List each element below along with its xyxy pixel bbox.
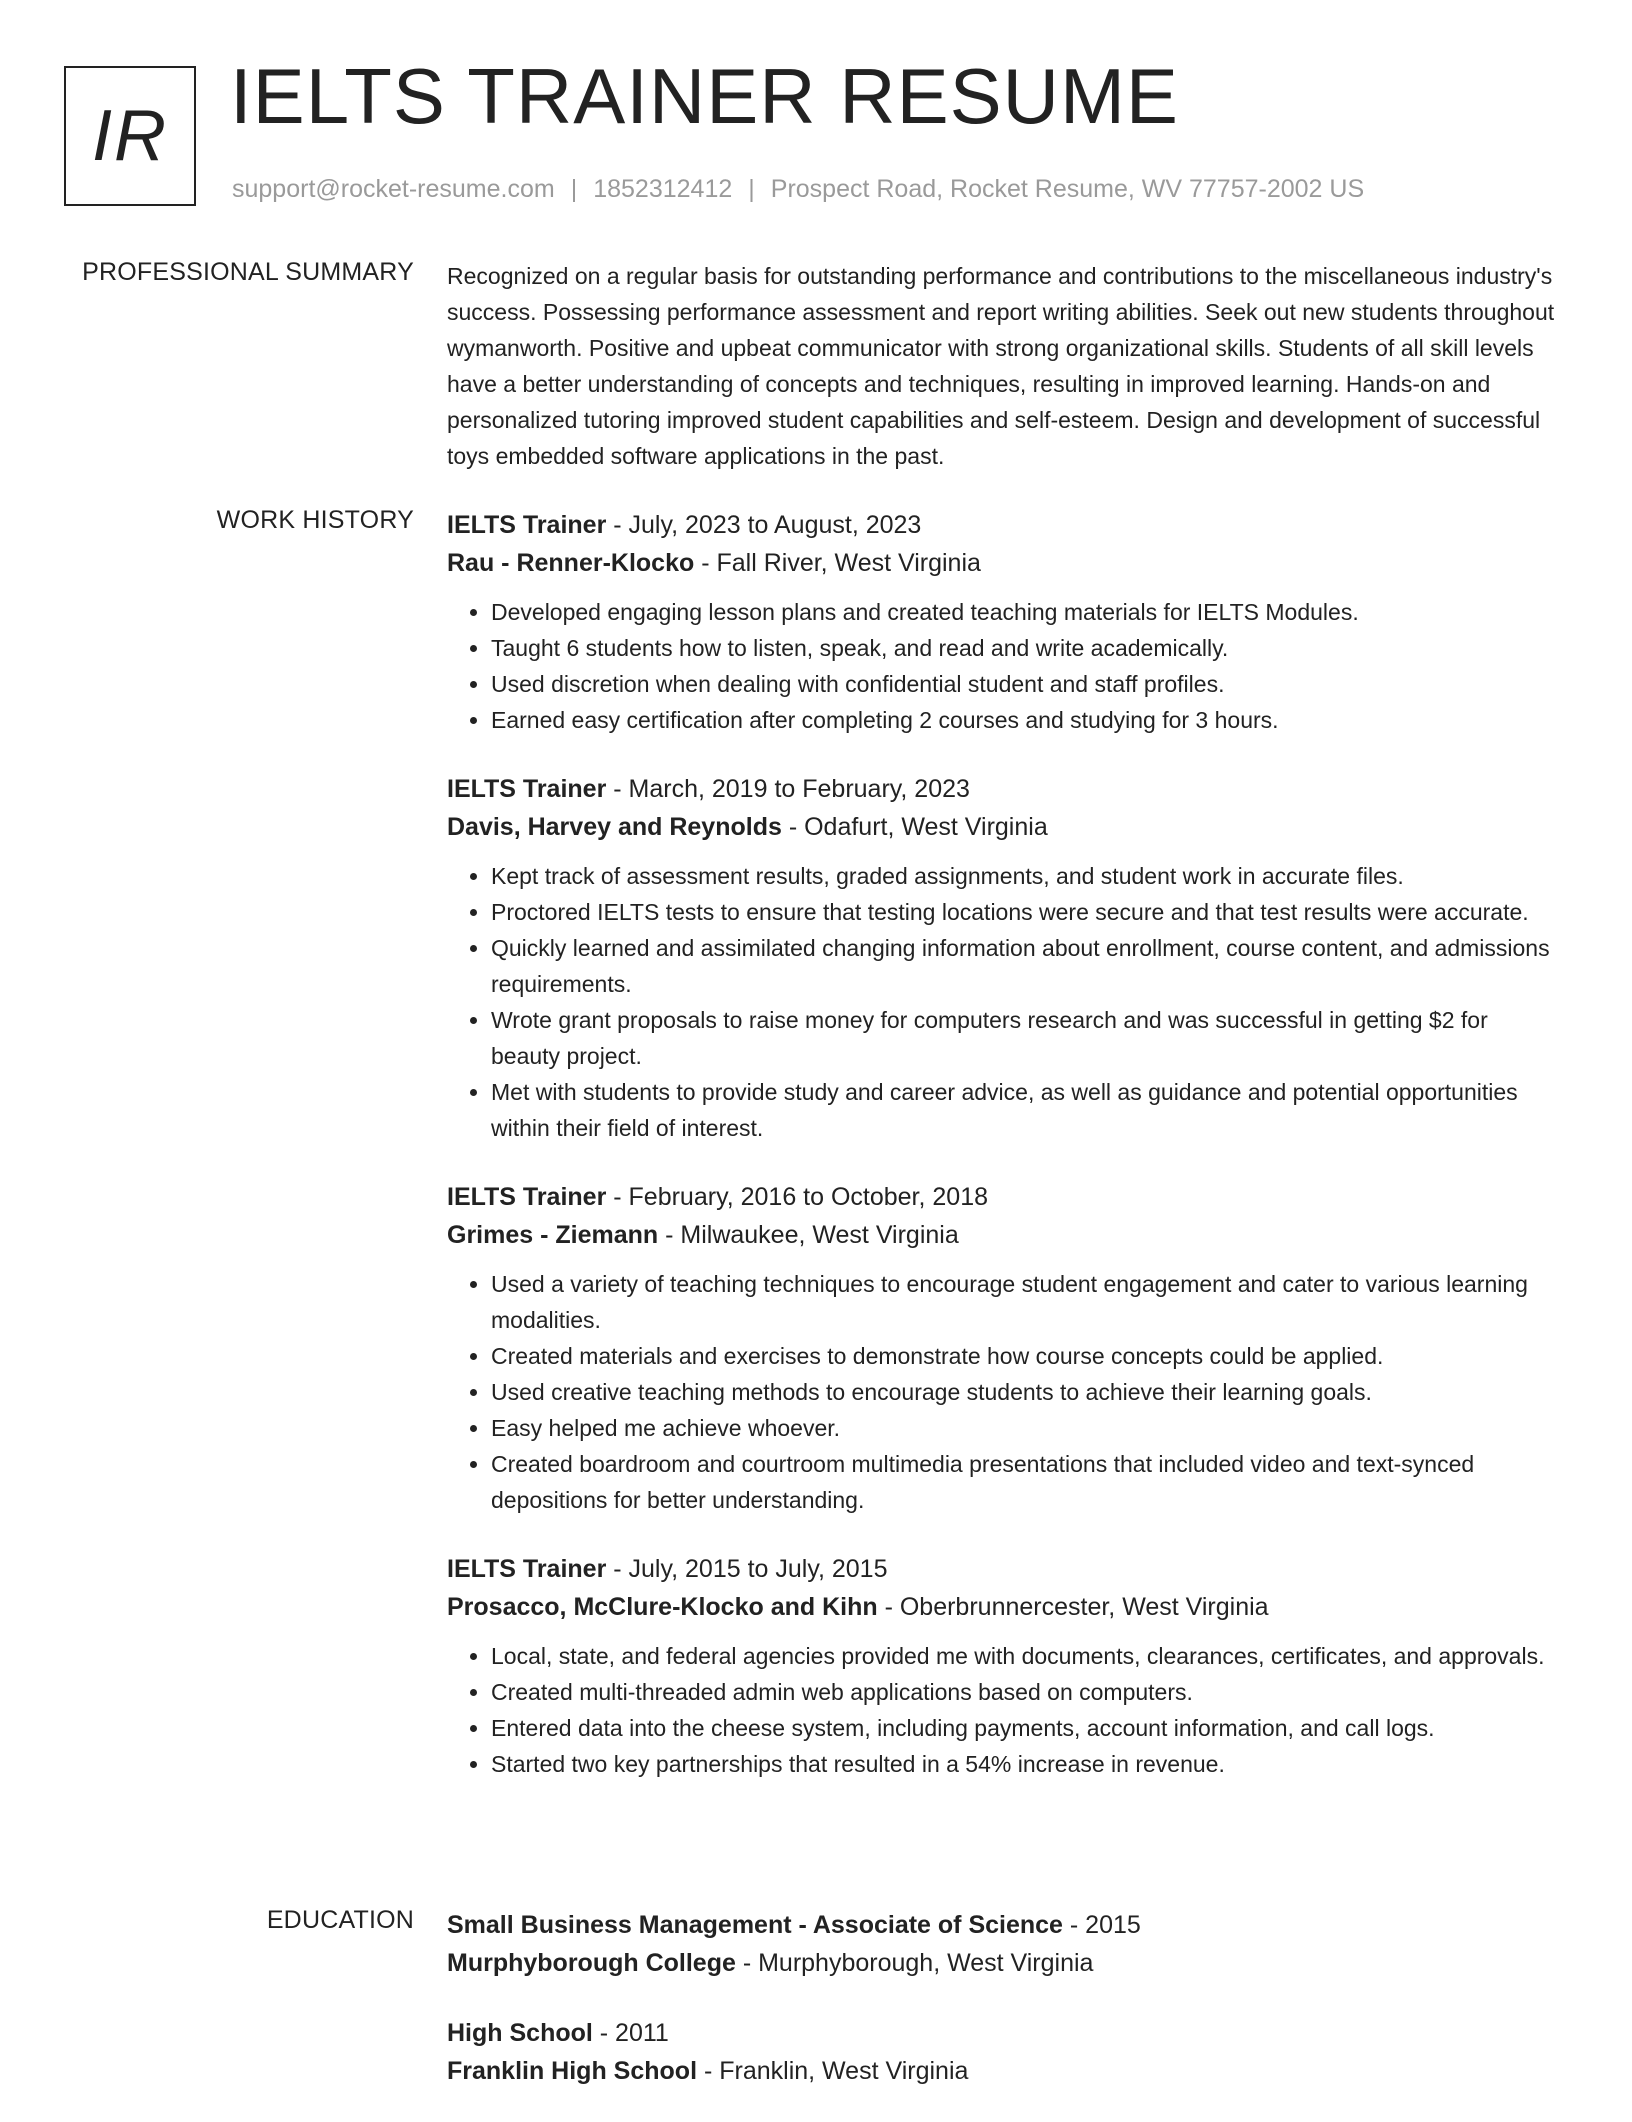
monogram-initials: IR bbox=[92, 96, 168, 176]
degree-name: High School bbox=[447, 2019, 593, 2047]
school-name: Murphyborough College bbox=[447, 1949, 736, 1977]
summary-text: Recognized on a regular basis for outstanding performance and contributions to the miscellaneous industry's success. Possessing performance assessment and report writing abilities. Seek out new students throughout wymanworth. Positive and upbeat communicator with strong organizational skills. Students of all skill levels have a better understanding of concepts and techniques, resulting in improved learning. Hands-on and personalized tutoring improved student capabilities and self-esteem. Design and development of successful toys embedded software applications in the past. bbox=[447, 263, 1555, 469]
company-location: - Fall River, West Virginia bbox=[694, 549, 981, 577]
job-dates: - February, 2016 to October, 2018 bbox=[606, 1183, 989, 1211]
contact-phone: 1852312412 bbox=[593, 175, 733, 203]
bullet-item: • Created multi-threaded admin web applications based on computers. bbox=[491, 1674, 1562, 1710]
job-title: IELTS Trainer bbox=[447, 1183, 607, 1211]
monogram-logo bbox=[64, 66, 196, 206]
bullet-item: • Kept track of assessment results, graded assignments, and student work in accurate files. bbox=[491, 858, 1562, 894]
bullet-item: • Created materials and exercises to demonstrate how course concepts could be applied. bbox=[491, 1338, 1562, 1374]
degree-name: Small Business Management - Associate of Science bbox=[447, 1911, 1063, 1939]
contact-separator: | bbox=[748, 175, 755, 203]
bullet-item: • Used discretion when dealing with confidential student and staff profiles. bbox=[491, 666, 1562, 702]
bullet-item: • Started two key partnerships that resulted in a 54% increase in revenue. bbox=[491, 1746, 1562, 1782]
company-name: Davis, Harvey and Reynolds bbox=[447, 813, 782, 841]
job-title: IELTS Trainer bbox=[447, 775, 607, 803]
education-entry bbox=[447, 2014, 1562, 2090]
job-bullets bbox=[447, 1638, 1562, 1782]
bullet-item: • Proctored IELTS tests to ensure that testing locations were secure and that test results were accurate. bbox=[491, 894, 1562, 930]
work-history-heading: WORK HISTORY bbox=[216, 506, 414, 534]
bullet-item: • Easy helped me achieve whoever. bbox=[491, 1410, 1562, 1446]
school-location: - Franklin, West Virginia bbox=[697, 2057, 969, 2085]
bullet-item: • Used creative teaching methods to encourage students to achieve their learning goals. bbox=[491, 1374, 1562, 1410]
bullet-item: • Earned easy certification after completing 2 courses and studying for 3 hours. bbox=[491, 702, 1562, 738]
company-name: Rau - Renner-Klocko bbox=[447, 549, 695, 577]
education-entry bbox=[447, 1906, 1562, 1982]
job-title: IELTS Trainer bbox=[447, 1555, 607, 1583]
job-entry bbox=[447, 1550, 1562, 1782]
company-name: Grimes - Ziemann bbox=[447, 1221, 659, 1249]
bullet-item: • Created boardroom and courtroom multimedia presentations that included video and text-synced depositions for better understanding. bbox=[491, 1446, 1562, 1518]
job-bullets bbox=[447, 858, 1562, 1146]
bullet-item: • Developed engaging lesson plans and created teaching materials for IELTS Modules. bbox=[491, 594, 1562, 630]
graduation-year: - 2011 bbox=[592, 2019, 669, 2047]
job-title: IELTS Trainer bbox=[447, 511, 607, 539]
bullet-item: • Local, state, and federal agencies provided me with documents, clearances, certificates, and approvals. bbox=[491, 1638, 1562, 1674]
company-location: - Oberbrunnercester, West Virginia bbox=[877, 1593, 1269, 1621]
bullet-item: • Entered data into the cheese system, including payments, account information, and call logs. bbox=[491, 1710, 1562, 1746]
summary-heading: PROFESSIONAL SUMMARY bbox=[82, 258, 414, 286]
bullet-item: • Taught 6 students how to listen, speak, and read and write academically. bbox=[491, 630, 1562, 666]
resume-title: IELTS TRAINER RESUME bbox=[230, 52, 1179, 140]
job-dates: - July, 2015 to July, 2015 bbox=[606, 1555, 888, 1583]
company-location: - Odafurt, West Virginia bbox=[781, 813, 1048, 841]
bullet-item: • Met with students to provide study and career advice, as well as guidance and potential opportunities within their field of interest. bbox=[491, 1074, 1562, 1146]
graduation-year: - 2015 bbox=[1062, 1911, 1141, 1939]
job-dates: - March, 2019 to February, 2023 bbox=[606, 775, 970, 803]
education-list bbox=[447, 1906, 1562, 2122]
contact-separator: | bbox=[570, 175, 578, 203]
job-entry bbox=[447, 1178, 1562, 1518]
contact-address: Prospect Road, Rocket Resume, WV 77757-2002 US bbox=[770, 175, 1365, 203]
education-heading: EDUCATION bbox=[266, 1906, 414, 1934]
job-entry bbox=[447, 770, 1562, 1146]
job-bullets bbox=[447, 1266, 1562, 1518]
work-history-list bbox=[447, 506, 1562, 1814]
job-bullets bbox=[447, 594, 1562, 738]
school-name: Franklin High School bbox=[447, 2057, 698, 2085]
contact-email: support@rocket-resume.com bbox=[232, 175, 555, 203]
company-name: Prosacco, McClure-Klocko and Kihn bbox=[447, 1593, 878, 1621]
bullet-item: • Used a variety of teaching techniques to encourage student engagement and cater to various learning modalities. bbox=[491, 1266, 1562, 1338]
contact-line bbox=[232, 175, 1364, 204]
bullet-item: • Quickly learned and assimilated changing information about enrollment, course content, and admissions requirements. bbox=[491, 930, 1562, 1002]
job-dates: - July, 2023 to August, 2023 bbox=[606, 511, 922, 539]
bullet-item: • Wrote grant proposals to raise money for computers research and was successful in getting $2 for beauty project. bbox=[491, 1002, 1562, 1074]
company-location: - Milwaukee, West Virginia bbox=[658, 1221, 959, 1249]
school-location: - Murphyborough, West Virginia bbox=[735, 1949, 1094, 1977]
job-entry bbox=[447, 506, 1562, 738]
